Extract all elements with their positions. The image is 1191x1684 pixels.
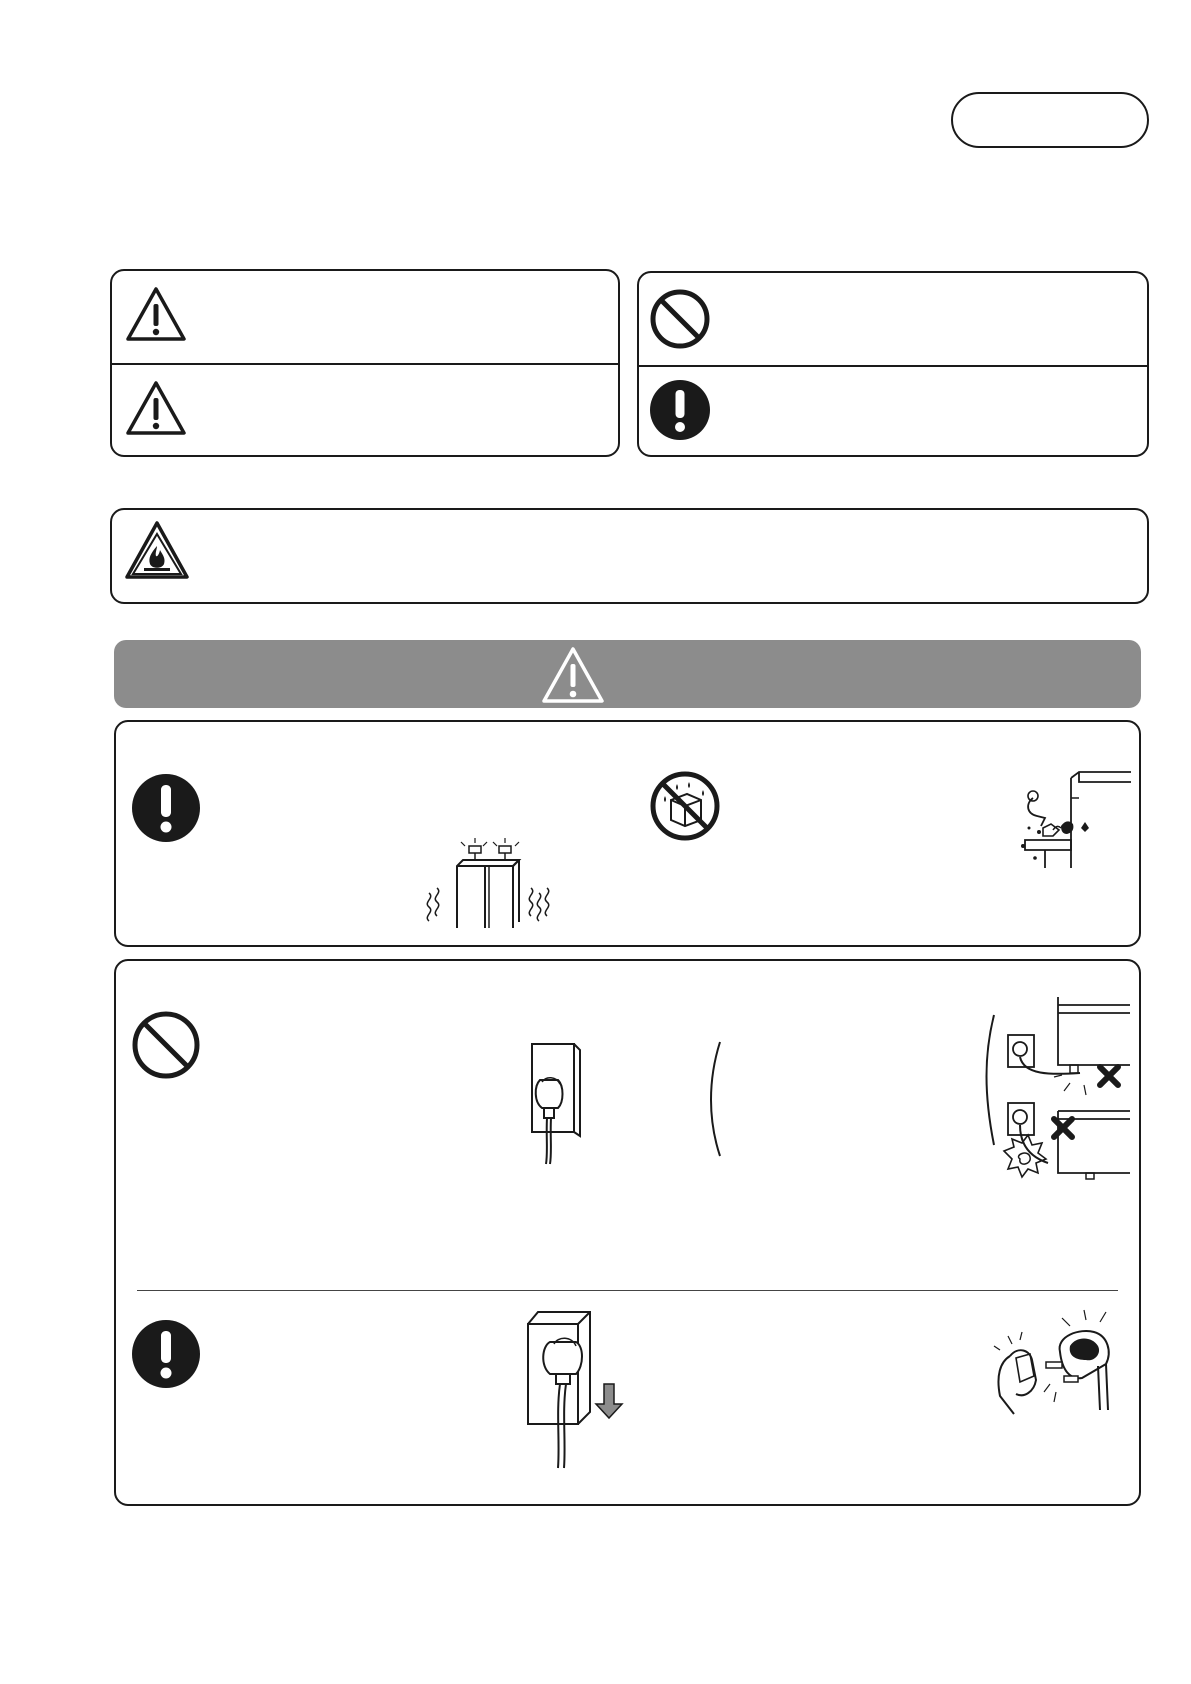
power-section-divider	[137, 1290, 1118, 1291]
no-wetting-icon	[649, 770, 721, 842]
prohibition-icon	[649, 288, 711, 350]
page-tag-box	[951, 92, 1149, 148]
installation-mandatory-icon	[131, 773, 201, 843]
caution-triangle-icon	[125, 380, 187, 436]
warning-triangle-icon	[125, 286, 187, 342]
refrigerator-ventilation-illustration	[415, 838, 565, 928]
legend-right-divider	[638, 365, 1148, 367]
clean-plug-illustration	[990, 1306, 1120, 1416]
banner-warning-icon	[541, 646, 605, 704]
flammable-box	[110, 508, 1149, 604]
power-prohibition-icon	[131, 1010, 201, 1080]
plug-in-socket-illustration	[520, 1040, 590, 1170]
flammable-triangle-icon	[124, 520, 190, 580]
installation-section	[114, 720, 1141, 947]
cord-damage-illustration	[990, 995, 1136, 1195]
mandatory-action-icon	[649, 379, 711, 441]
water-splash-near-plug-illustration	[1015, 768, 1135, 878]
warning-banner	[114, 640, 1141, 708]
pull-plug-illustration	[520, 1302, 640, 1472]
power-mandatory-icon	[131, 1319, 201, 1389]
legend-left-divider	[111, 363, 619, 365]
legend-box-right	[637, 271, 1149, 457]
bracket-line	[708, 1040, 724, 1158]
